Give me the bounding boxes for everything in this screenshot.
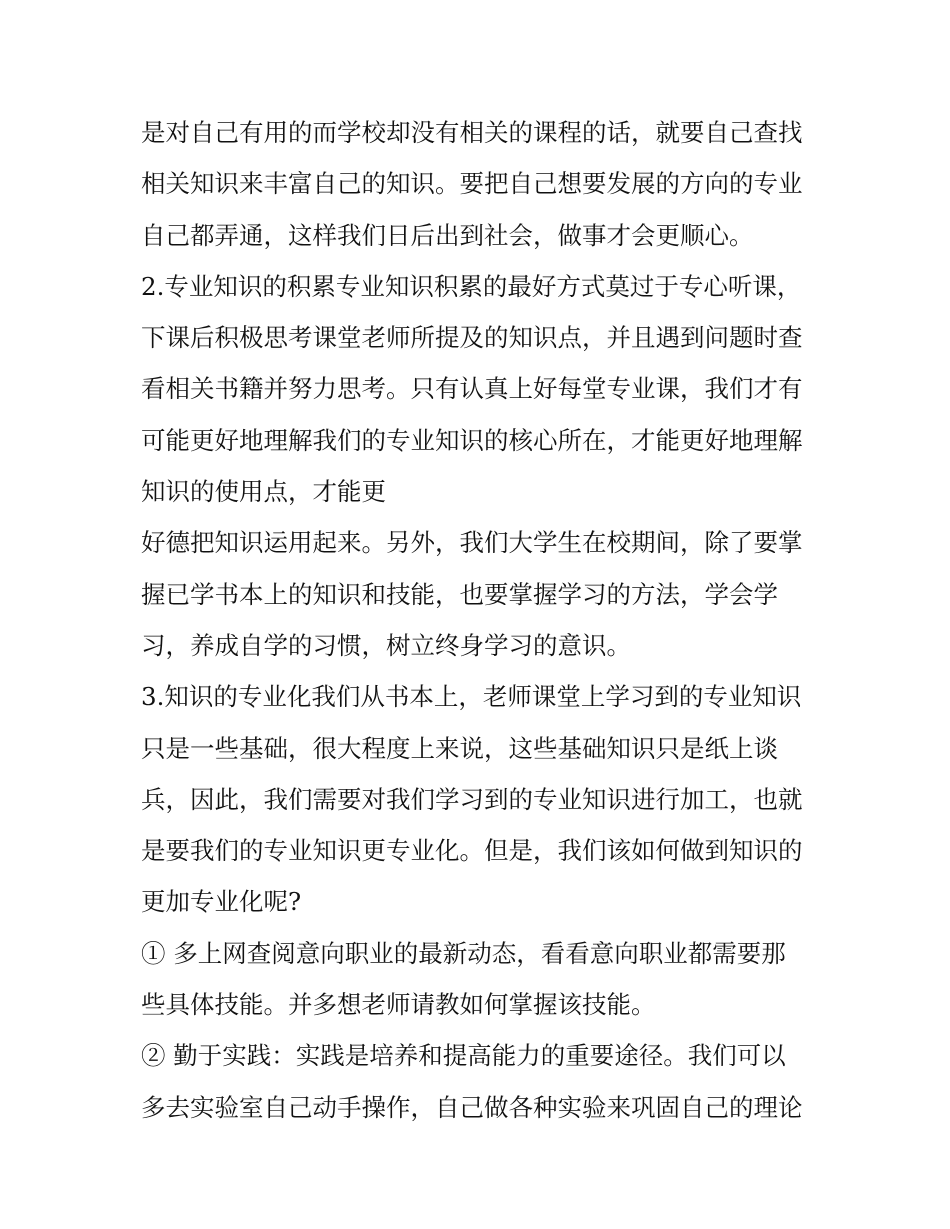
text-line: 相关知识来丰富自己的知识。要把自己想要发展的方向的专业	[141, 169, 803, 199]
text-line: 知识的使用点，才能更	[141, 477, 386, 507]
text-line: 只是一些基础，很大程度上来说，这些基础知识只是纸上谈	[141, 733, 778, 763]
text-line: 3.知识的专业化我们从书本上，老师课堂上学习到的专业知识	[141, 682, 802, 712]
text-line: 看相关书籍并努力思考。只有认真上好每堂专业课，我们才有	[141, 374, 803, 404]
text-line: ② 勤于实践：实践是培养和提高能力的重要途径。我们可以	[141, 1041, 786, 1071]
body-text	[141, 107, 821, 1133]
text-line: 多去实验室自己动手操作，自己做各种实验来巩固自己的理论	[141, 1092, 803, 1122]
text-line: 些具体技能。并多想老师请教如何掌握该技能。	[141, 990, 656, 1020]
text-line: 是要我们的专业知识更专业化。但是，我们该如何做到知识的	[141, 836, 803, 866]
text-line: 兵，因此，我们需要对我们学习到的专业知识进行加工，也就	[141, 784, 803, 814]
text-line: 可能更好地理解我们的专业知识的核心所在，才能更好地理解	[141, 425, 803, 455]
text-line: 更加专业化呢?	[141, 887, 302, 917]
text-line: 握已学书本上的知识和技能，也要掌握学习的方法，学会学	[141, 579, 778, 609]
text-line: ① 多上网查阅意向职业的最新动态，看看意向职业都需要那	[141, 938, 786, 968]
text-line: 自己都弄通，这样我们日后出到社会，做事才会更顺心。	[141, 220, 754, 250]
text-line: 下课后积极思考课堂老师所提及的知识点，并且遇到问题时查	[141, 323, 803, 353]
text-line: 2.专业知识的积累专业知识积累的最好方式莫过于专心听课，	[141, 271, 802, 301]
text-line: 习，养成自学的习惯，树立终身学习的意识。	[141, 630, 631, 660]
text-line: 好德把知识运用起来。另外，我们大学生在校期间，除了要掌	[141, 528, 803, 558]
text-line: 是对自己有用的而学校却没有相关的课程的话，就要自己查找	[141, 118, 803, 147]
